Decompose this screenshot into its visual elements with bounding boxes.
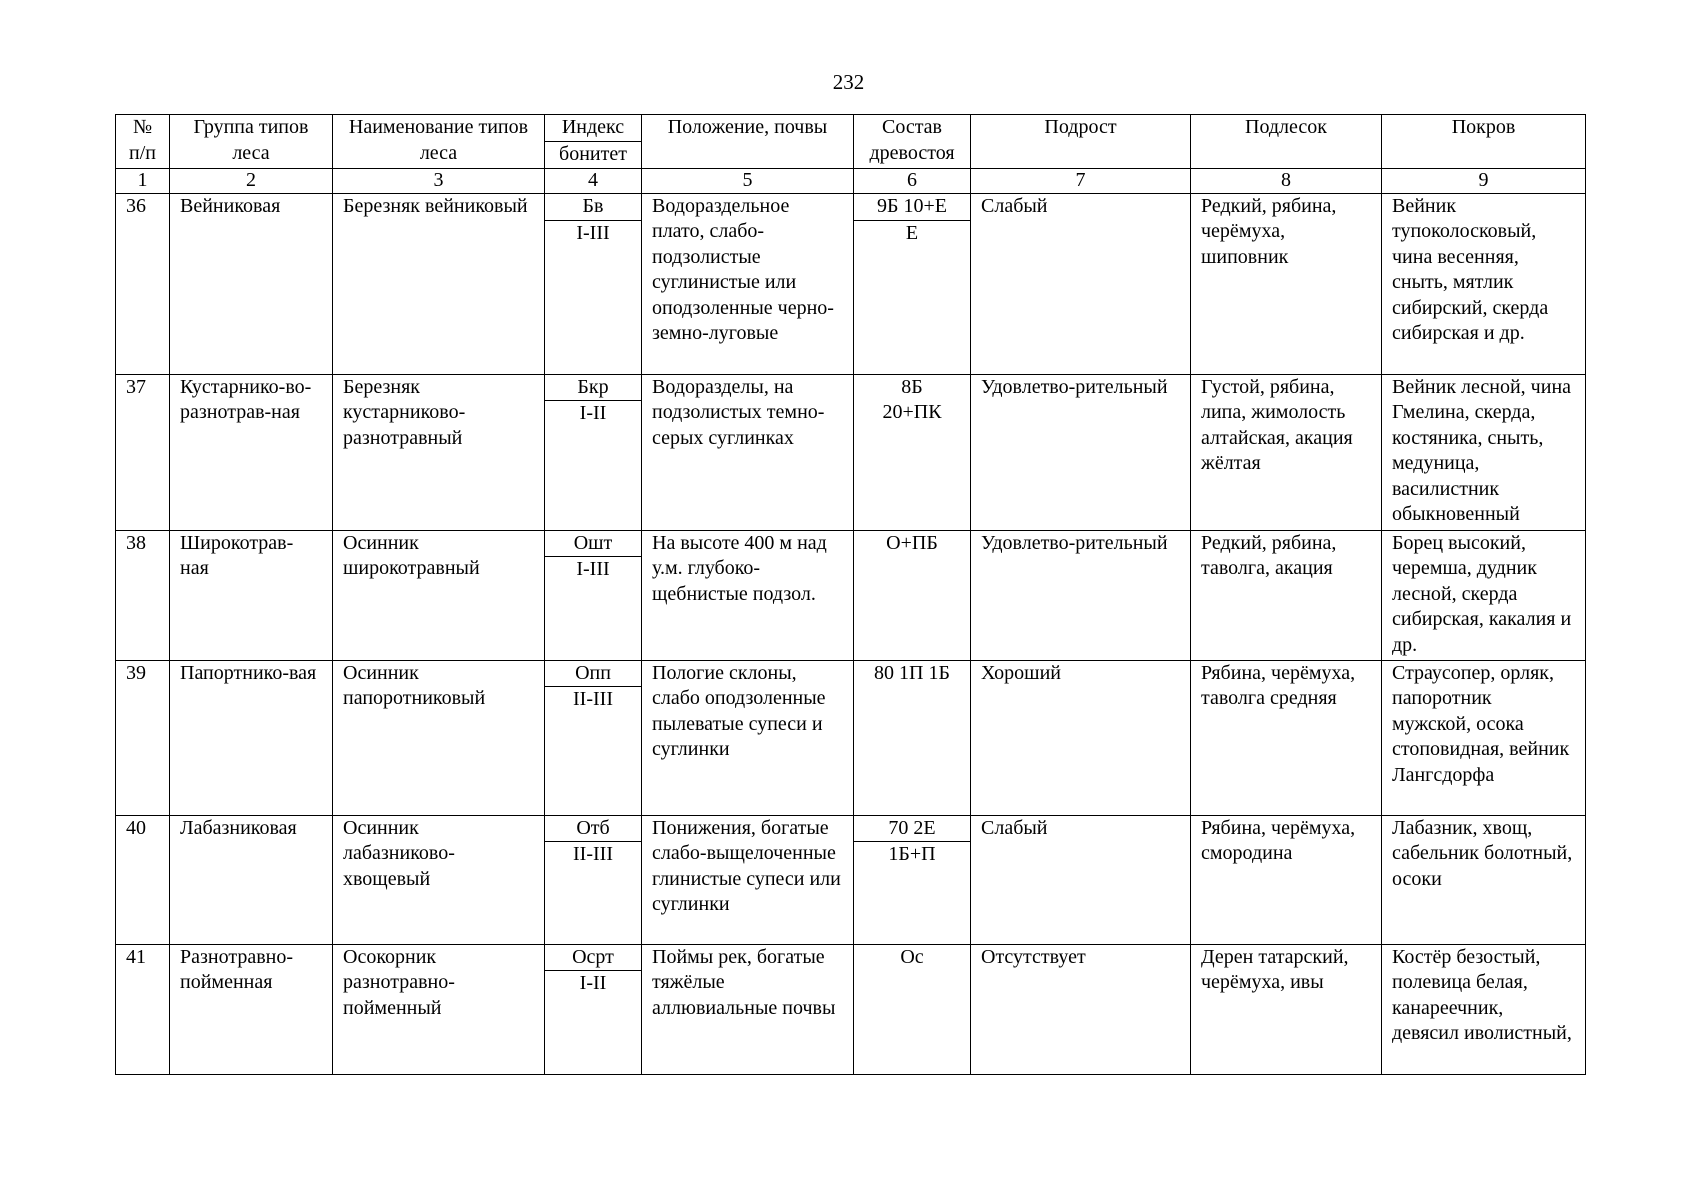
forest-index: Осрт [545, 944, 642, 970]
forest-type-name: Осокорник разнотравно-пойменный [333, 944, 545, 1074]
row-number: 37 [116, 374, 170, 530]
undergrowth: Слабый [971, 193, 1191, 374]
bonitet: II-III [545, 686, 642, 815]
forest-group: Папортнико-вая [170, 660, 333, 815]
forest-group: Разнотравно-пойменная [170, 944, 333, 1074]
row-number: 36 [116, 193, 170, 374]
composition-top: 70 2Е [854, 815, 971, 841]
bonitet: I-II [545, 970, 642, 1074]
ground-cover: Страусопер, орляк, папоротник мужской, осока стоповидная, вейник Лангсдорфа [1382, 660, 1586, 815]
table-row [116, 815, 1586, 841]
underbrush: Густой, рябина, липа, жимолость алтайская, акация жёлтая [1191, 374, 1382, 530]
column-number: 5 [642, 168, 854, 193]
composition-top: 9Б 10+Е [854, 193, 971, 220]
composition-line: 8Б [901, 375, 923, 398]
composition: Ос [854, 944, 971, 1074]
column-number-row [116, 168, 1586, 193]
forest-index: Опп [545, 660, 642, 686]
ground-cover: Лабазник, хвощ, сабельник болотный, осоки [1382, 815, 1586, 944]
composition: 80 1П 1Б [854, 660, 971, 815]
bonitet: I-II [545, 400, 642, 530]
row-number: 40 [116, 815, 170, 944]
forest-index: Ошт [545, 530, 642, 556]
header-composition: Состав древостоя [854, 115, 971, 169]
underbrush: Рябина, черёмуха, смородина [1191, 815, 1382, 944]
header-position: Положение, почвы [642, 115, 854, 169]
position-soil: Понижения, богатые слабо-выщелоченные глинистые супеси или суглинки [642, 815, 854, 944]
underbrush: Рябина, черёмуха, таволга средняя [1191, 660, 1382, 815]
column-number: 4 [545, 168, 642, 193]
ground-cover: Вейник лесной, чина Гмелина, скерда, костяника, сныть, медуница, василистник обыкновенный [1382, 374, 1586, 530]
column-number: 9 [1382, 168, 1586, 193]
header-underbrush: Подлесок [1191, 115, 1382, 169]
undergrowth: Хороший [971, 660, 1191, 815]
row-number: 41 [116, 944, 170, 1074]
header-index: Индекс [545, 115, 642, 142]
header-cover: Покров [1382, 115, 1586, 169]
position-soil: Поймы рек, богатые тяжёлые аллювиальные почвы [642, 944, 854, 1074]
column-number: 7 [971, 168, 1191, 193]
page-number: 232 [832, 70, 865, 94]
forest-types-table [115, 114, 1586, 1075]
column-number: 2 [170, 168, 333, 193]
bonitet: I-III [545, 220, 642, 374]
forest-index: Бкр [545, 374, 642, 400]
column-number: 6 [854, 168, 971, 193]
forest-group: Вейниковая [170, 193, 333, 374]
header-name: Наименование типов леса [333, 115, 545, 169]
position-soil: Водораздельное плато, слабо-подзолистые суглинистые или оподзоленные черно-земно-луговые [642, 193, 854, 374]
header-group: Группа типов леса [170, 115, 333, 169]
column-number: 8 [1191, 168, 1382, 193]
position-soil: На высоте 400 м над у.м. глубоко-щебнистые подзол. [642, 530, 854, 660]
column-number: 1 [116, 168, 170, 193]
forest-type-name: Осинник широкотравный [333, 530, 545, 660]
row-number: 38 [116, 530, 170, 660]
forest-type-name: Осинник папоротниковый [333, 660, 545, 815]
composition-bottom: Е [854, 220, 971, 374]
forest-group: Широкотрав-ная [170, 530, 333, 660]
ground-cover: Борец высокий, черемша, дудник лесной, скерда сибирская, какалия и др. [1382, 530, 1586, 660]
undergrowth: Удовлетво-рительный [971, 374, 1191, 530]
forest-index: Бв [545, 193, 642, 220]
table-row [116, 374, 1586, 400]
column-number: 3 [333, 168, 545, 193]
forest-type-name: Березняк кустарниково-разнотравный [333, 374, 545, 530]
composition: О+ПБ [854, 530, 971, 660]
row-number: 39 [116, 660, 170, 815]
composition-line: 20+ПК [882, 401, 942, 423]
table-row [116, 530, 1586, 556]
ground-cover: Костёр безостый, полевица белая, канареечник, девясил иволистный, [1382, 944, 1586, 1074]
forest-type-name: Осинник лабазниково-хвощевый [333, 815, 545, 944]
forest-group: Кустарнико-во-разнотрав-ная [170, 374, 333, 530]
composition-bottom: 1Б+П [854, 841, 971, 944]
composition [854, 374, 971, 530]
forest-group: Лабазниковая [170, 815, 333, 944]
undergrowth: Отсутствует [971, 944, 1191, 1074]
header-undergrowth: Подрост [971, 115, 1191, 169]
position-soil: Водоразделы, на подзолистых темно-серых суглинках [642, 374, 854, 530]
forest-type-name: Березняк вейниковый [333, 193, 545, 374]
table-row [116, 193, 1586, 220]
underbrush: Дерен татарский, черёмуха, ивы [1191, 944, 1382, 1074]
undergrowth: Удовлетво-рительный [971, 530, 1191, 660]
table-row [116, 944, 1586, 970]
underbrush: Редкий, рябина, таволга, акация [1191, 530, 1382, 660]
undergrowth: Слабый [971, 815, 1191, 944]
header-bonitet: бонитет [545, 142, 642, 169]
position-soil: Пологие склоны, слабо оподзоленные пылеватые супеси и суглинки [642, 660, 854, 815]
header-num: № п/п [116, 115, 170, 169]
bonitet: I-III [545, 556, 642, 660]
underbrush: Редкий, рябина, черёмуха, шиповник [1191, 193, 1382, 374]
forest-index: Отб [545, 815, 642, 841]
ground-cover: Вейник тупоколосковый, чина весенняя, сныть, мятлик сибирский, скерда сибирская и др. [1382, 193, 1586, 374]
table-row [116, 660, 1586, 686]
bonitet: II-III [545, 841, 642, 944]
